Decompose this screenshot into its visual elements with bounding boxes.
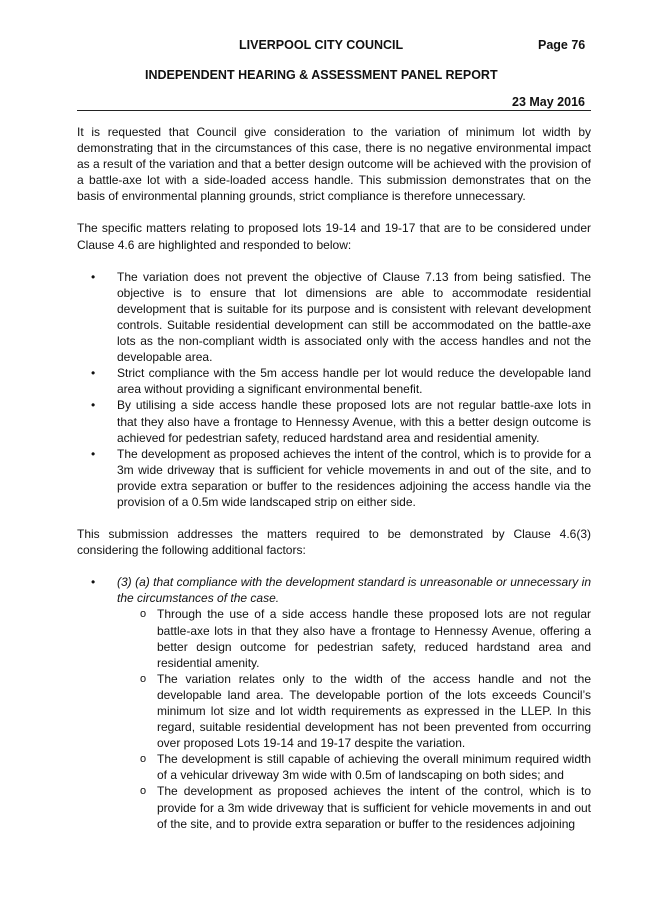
list-item: • The development as proposed achieves the intent of the control, which is to provide for a 3m wide driveway that is sufficient for vehicle movements in and out of the site, and to provide extra separation or buffer to the residences adjoining the access handle via the provision of a 0.5m wide landscaped strip on either side. (91, 446, 591, 509)
clause-heading: (3) (a) that compliance with the development standard is unreasonable or unnecessary in the circumstances of the case. (117, 575, 591, 606)
paragraph-submission: This submission addresses the matters required to be demonstrated by Clause 4.6(3) considering the following additional factors: (77, 527, 591, 558)
matters-list (77, 269, 591, 510)
circle-bullet-icon: o (140, 753, 147, 766)
bullet-icon: • (91, 269, 96, 284)
sub-list (117, 606, 591, 831)
page-number: Page 76 (538, 38, 586, 52)
bullet-icon: • (91, 575, 96, 590)
header-divider (77, 110, 591, 111)
factors-list (77, 574, 591, 832)
list-item (77, 574, 591, 832)
sub-list-item: o The variation relates only to the width of the access handle and not the developable land area. The developable portion of the lots exceeds Council’s minimum lot size and lot width requirements as expressed in the LLEP. In this regard, suitable residential development has not been prevented from occurring over proposed Lots 19-14 and 19-17 despite the variation. (140, 671, 591, 751)
sub-list-item: o The development as proposed achieves the intent of the control, which is to provide for a 3m wide driveway that is sufficient for vehicle movements in and out of the site, and to provide extra separation or buffer to the residences adjoining (140, 784, 591, 831)
sub-list-item: o The development is still capable of achieving the overall minimum required width of a vehicular driveway 3m wide with 0.5m of landscaping on both sides; and (140, 752, 591, 783)
sub-list-item: o Through the use of a side access handle these proposed lots are not regular battle-axe lots in that they also have a frontage to Hennessy Avenue, offering a better design outcome for pedestrian safety, reduced hardstand area and residential amenity. (140, 607, 591, 670)
bullet-icon: • (91, 446, 96, 461)
circle-bullet-icon: o (140, 608, 147, 621)
paragraph-request: It is requested that Council give consideration to the variation of minimum lot width by demonstrating that in the circumstances of this case, there is no negative environmental impact as a result of the variation and that a better design outcome will be achieved with the provision of a battle-axe lot with a side-loaded access handle. This submission demonstrates that on the basis of environmental planning grounds, strict compliance is therefore unnecessary. (77, 125, 591, 204)
council-name: LIVERPOOL CITY COUNCIL (239, 38, 404, 52)
report-date: 23 May 2016 (512, 95, 585, 109)
circle-bullet-icon: o (140, 785, 147, 798)
list-item: • Strict compliance with the 5m access handle per lot would reduce the developable land area without providing a significant environmental benefit. (91, 366, 591, 397)
paragraph-specific-matters: The specific matters relating to proposed lots 19-14 and 19-17 that are to be considered under Clause 4.6 are highlighted and responded to below: (77, 221, 591, 252)
bullet-icon: • (91, 398, 96, 413)
bullet-icon: • (91, 366, 96, 381)
list-item: • By utilising a side access handle these proposed lots are not regular battle-axe lots in that they also have a frontage to Hennessy Avenue, with this a better design outcome is achieved for pedestrian safety, reduced hardstand area and residential amenity. (91, 398, 591, 445)
list-item: • The variation does not prevent the objective of Clause 7.13 from being satisfied. The objective is to ensure that lot dimensions are able to accommodate residential development that is suitable for its purpose and is consistent with relevant development controls. Suitable residential development can still be accommodated on the battle-axe lots as the non-compliant width is associated only with the access handles and not the developable area. (91, 269, 591, 365)
report-body (77, 124, 591, 848)
circle-bullet-icon: o (140, 672, 147, 685)
report-title: INDEPENDENT HEARING & ASSESSMENT PANEL REPORT (145, 68, 498, 82)
